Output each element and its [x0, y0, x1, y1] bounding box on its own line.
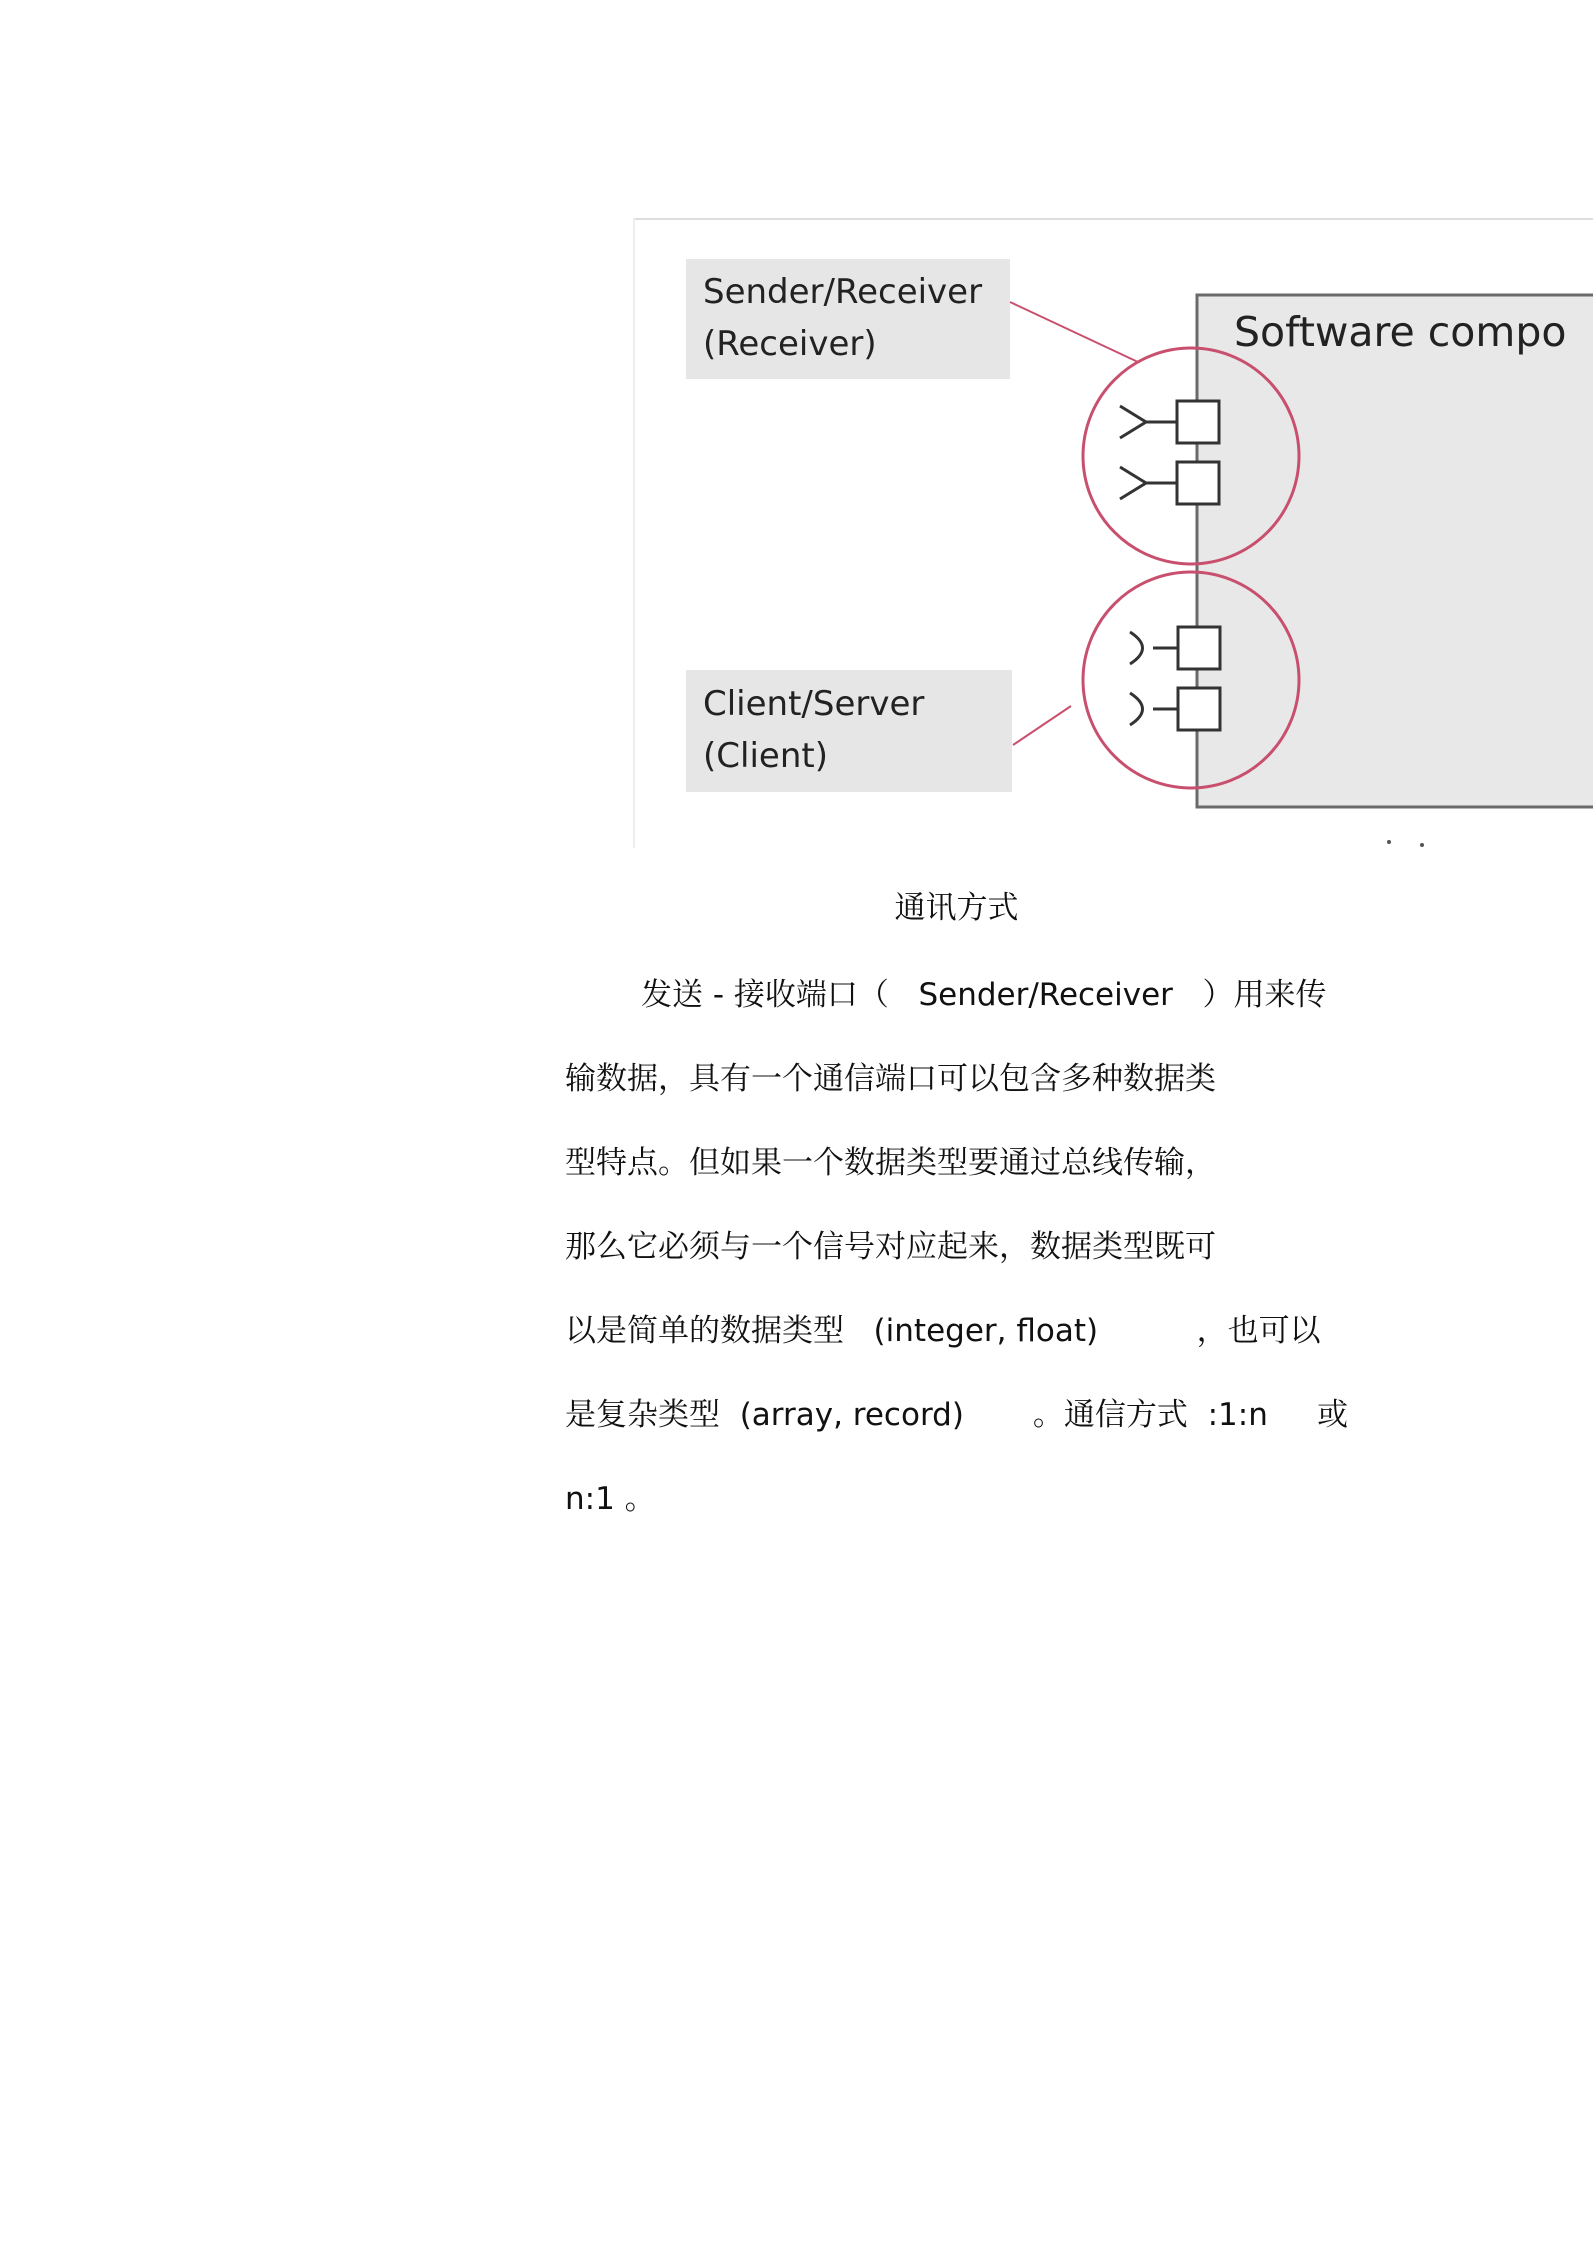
client-server-label-line2: (Client)	[703, 736, 828, 776]
client-port-square	[1178, 688, 1220, 730]
receiver-port-arrow-icon	[1120, 406, 1177, 438]
sender-connector-line	[1010, 302, 1138, 362]
receiver-port-square	[1177, 462, 1219, 504]
sender-receiver-label-line2: (Receiver)	[703, 324, 877, 364]
paragraph-line: 那么它必须与一个信号对应起来，数据类型既可	[565, 1229, 1216, 1265]
port-diagram	[633, 218, 1593, 848]
paragraph-line: 是复杂类型 (array, record) 。通信方式 :1:n 或	[565, 1397, 1349, 1433]
receiver-port-arrow-icon	[1120, 467, 1177, 499]
client-port-socket-icon	[1130, 693, 1178, 725]
client-connector-line	[1013, 706, 1071, 745]
scan-artifact-dot	[1420, 843, 1424, 847]
client-server-label-line1: Client/Server	[703, 684, 925, 724]
client-port-square	[1178, 627, 1220, 669]
paragraph-line: 以是简单的数据类型 (integer, float) ，也可以	[565, 1313, 1321, 1349]
software-component-title: Software compo	[1234, 308, 1567, 356]
figure-caption-text: 通讯方式	[894, 890, 1019, 926]
port-diagram-figure	[633, 218, 1593, 848]
paragraph-line: 发送 - 接收端口（ Sender/Receiver ）用来传	[641, 977, 1327, 1013]
sender-receiver-label-line1: Sender/Receiver	[703, 272, 983, 312]
figure-caption	[0, 888, 1593, 928]
paragraph-line: 输数据，具有一个通信端口可以包含多种数据类	[565, 1061, 1216, 1097]
paragraph-line: 型特点。但如果一个数据类型要通过总线传输，	[565, 1145, 1216, 1181]
scan-artifact-dot	[1387, 840, 1391, 844]
client-port-socket-icon	[1130, 632, 1178, 664]
paragraph-line: n:1 。	[565, 1481, 656, 1517]
receiver-port-square	[1177, 401, 1219, 443]
